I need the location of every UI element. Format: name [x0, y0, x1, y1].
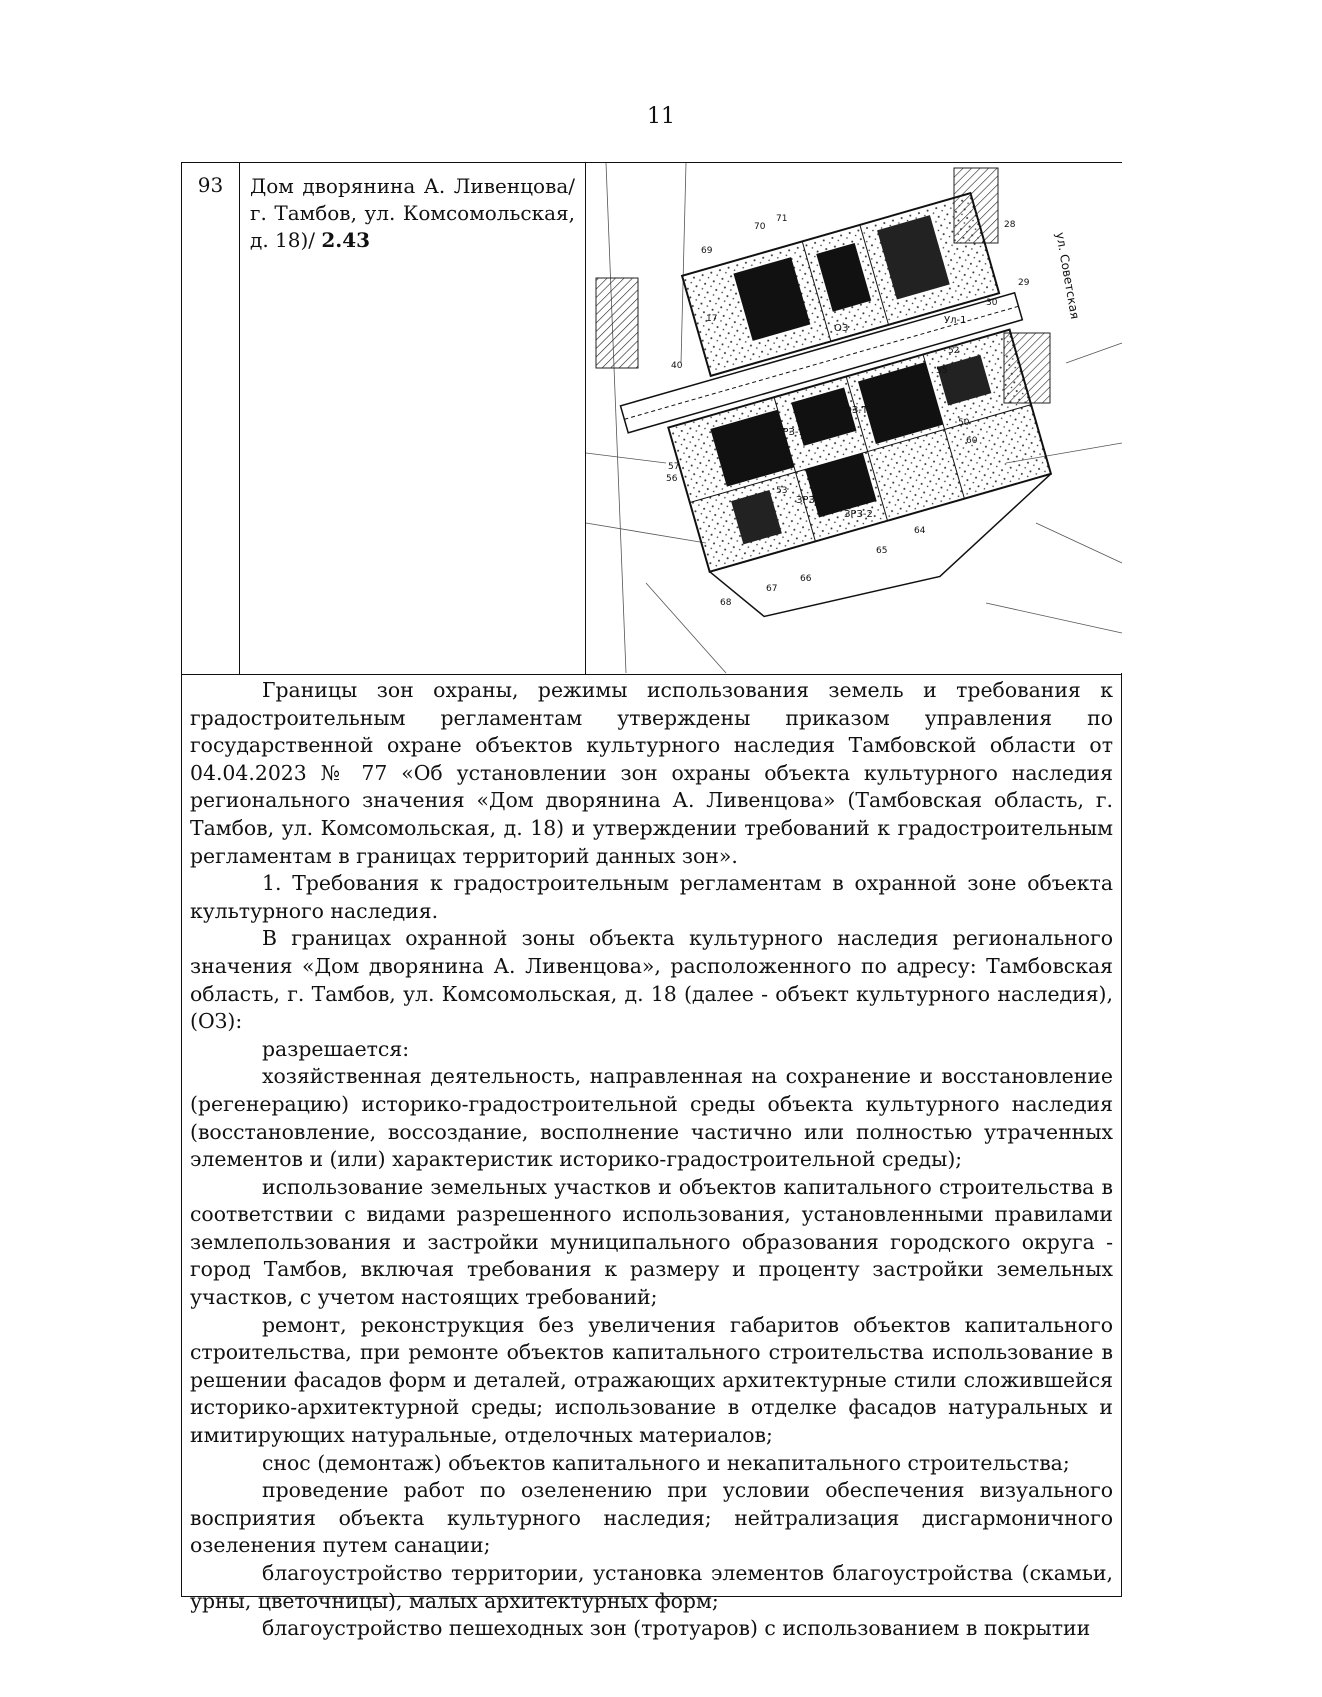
- paragraph: ремонт, реконструкция без увеличения габаритов объектов капитального строительства, при ремонте объектов капитального строительства использование в решении фасадов форм и деталей, отражающих архитектурные стили сложившейся историко-архитектурной среды; использование в отделке фасадов натуральных и имитирующих натуральные, отделочных материалов;: [190, 1312, 1113, 1448]
- map-zone-label: ОЗ-Т: [844, 405, 868, 416]
- heritage-table: [181, 162, 1122, 1641]
- map-point-label: 17: [706, 314, 718, 324]
- page-number: 11: [647, 104, 675, 129]
- paragraph: благоустройство территории, установка элементов благоустройства (скамьи, урны, цветочницы), малых архитектурных форм;: [190, 1561, 1113, 1613]
- map-point-label: 65: [876, 546, 888, 556]
- paragraph: хозяйственная деятельность, направленная на сохранение и восстановление (регенерацию) историко-градостроительной среды объекта культурного наследия (восстановление, воссоздание, восполнение частично или полностью утраченных элементов и (или) характеристик историко-градостроительной среды);: [190, 1064, 1113, 1172]
- map-point-label: 29: [1018, 278, 1030, 288]
- hatched-building-left: [596, 278, 638, 368]
- paragraph: Границы зон охраны, режимы использования земель и требования к градостроительным регламентам утверждены приказом управления по государственной охране объектов культурного наследия Тамбовской области от 04.04.2023 № 77 «Об установлении зон охраны объекта культурного наследия регионального значения «Дом дворянина А. Ливенцова» (Тамбовская область, г. Тамбов, ул. Комсомольская, д. 18) и утверждении требований к градостроительным регламентам в границах территорий данных зон».: [190, 678, 1113, 868]
- map-zone-label: ЗРЗ-1: [776, 427, 805, 438]
- paragraph: благоустройство пешеходных зон (тротуаров) с использованием в покрытии: [262, 1616, 1091, 1641]
- map-point-label: 56: [666, 474, 678, 484]
- map-zone-label: ЗРЗ-1: [824, 251, 853, 262]
- map-point-label: 64: [914, 526, 926, 536]
- map-point-label: 28: [1004, 220, 1016, 230]
- map-zone-label: Ул-1: [944, 315, 967, 326]
- map-point-label: 69: [701, 246, 713, 256]
- map-zone-label: ЗРЗ-2: [844, 509, 873, 520]
- paragraph: проведение работ по озеленению при условии обеспечения визуального восприятия объекта культурного наследия; нейтрализация дисгармоничного озеленения путем санации;: [190, 1478, 1113, 1558]
- map-point-label: 50: [958, 418, 970, 428]
- map-point-label: 40: [671, 361, 683, 371]
- entry-code: 2.43: [321, 228, 371, 252]
- regulations-text: [182, 675, 1121, 1641]
- entry-number: 93: [182, 163, 240, 674]
- map-point-label: 67: [766, 584, 778, 594]
- paragraph: разрешается:: [262, 1036, 410, 1061]
- zone-map: [586, 163, 1121, 674]
- entry-name-text: Дом дворянина А. Ливенцова/ г. Тамбов, ул. Комсомольская, д. 18)/: [250, 174, 575, 252]
- paragraph: снос (демонтаж) объектов капитального и некапитального строительства;: [262, 1450, 1070, 1475]
- map-point-label: 53: [776, 486, 788, 496]
- map-point-label: 55: [936, 366, 948, 376]
- paragraph: использование земельных участков и объектов капитального строительства в соответствии с видами разрешенного использования, установленными правилами землепользования и застройки муниципального образования городского округа - город Тамбов, включая требования к размеру и проценту застройки земельных участков, с учетом настоящих требований;: [190, 1174, 1113, 1310]
- map-street-label: ул. Советская: [1053, 231, 1083, 321]
- entry-name: [240, 163, 586, 674]
- paragraph: 1. Требования к градостроительным регламентам в охранной зоне объекта культурного наследия.: [190, 871, 1113, 923]
- map-point-label: 68: [720, 598, 732, 608]
- map-point-label: 57: [668, 462, 680, 472]
- table-row: [182, 163, 1121, 675]
- map-point-label: 60: [966, 436, 978, 446]
- paragraph: В границах охранной зоны объекта культурного наследия регионального значения «Дом дворянина А. Ливенцова», расположенного по адресу: Тамбовская область, г. Тамбов, ул. Комсомольская, д. 18 (далее - объект культурного наследия), (ОЗ):: [190, 926, 1113, 1034]
- map-point-label: 66: [800, 574, 812, 584]
- map-zone-label: ЗРЗ-1: [796, 495, 825, 506]
- zone-map-drawing: [586, 163, 1122, 673]
- map-point-label: 70: [754, 222, 766, 232]
- map-point-label: 71: [776, 214, 788, 224]
- map-point-label: 52: [948, 346, 960, 356]
- map-zone-label: ОЗ: [834, 323, 849, 334]
- map-point-label: 30: [986, 298, 998, 308]
